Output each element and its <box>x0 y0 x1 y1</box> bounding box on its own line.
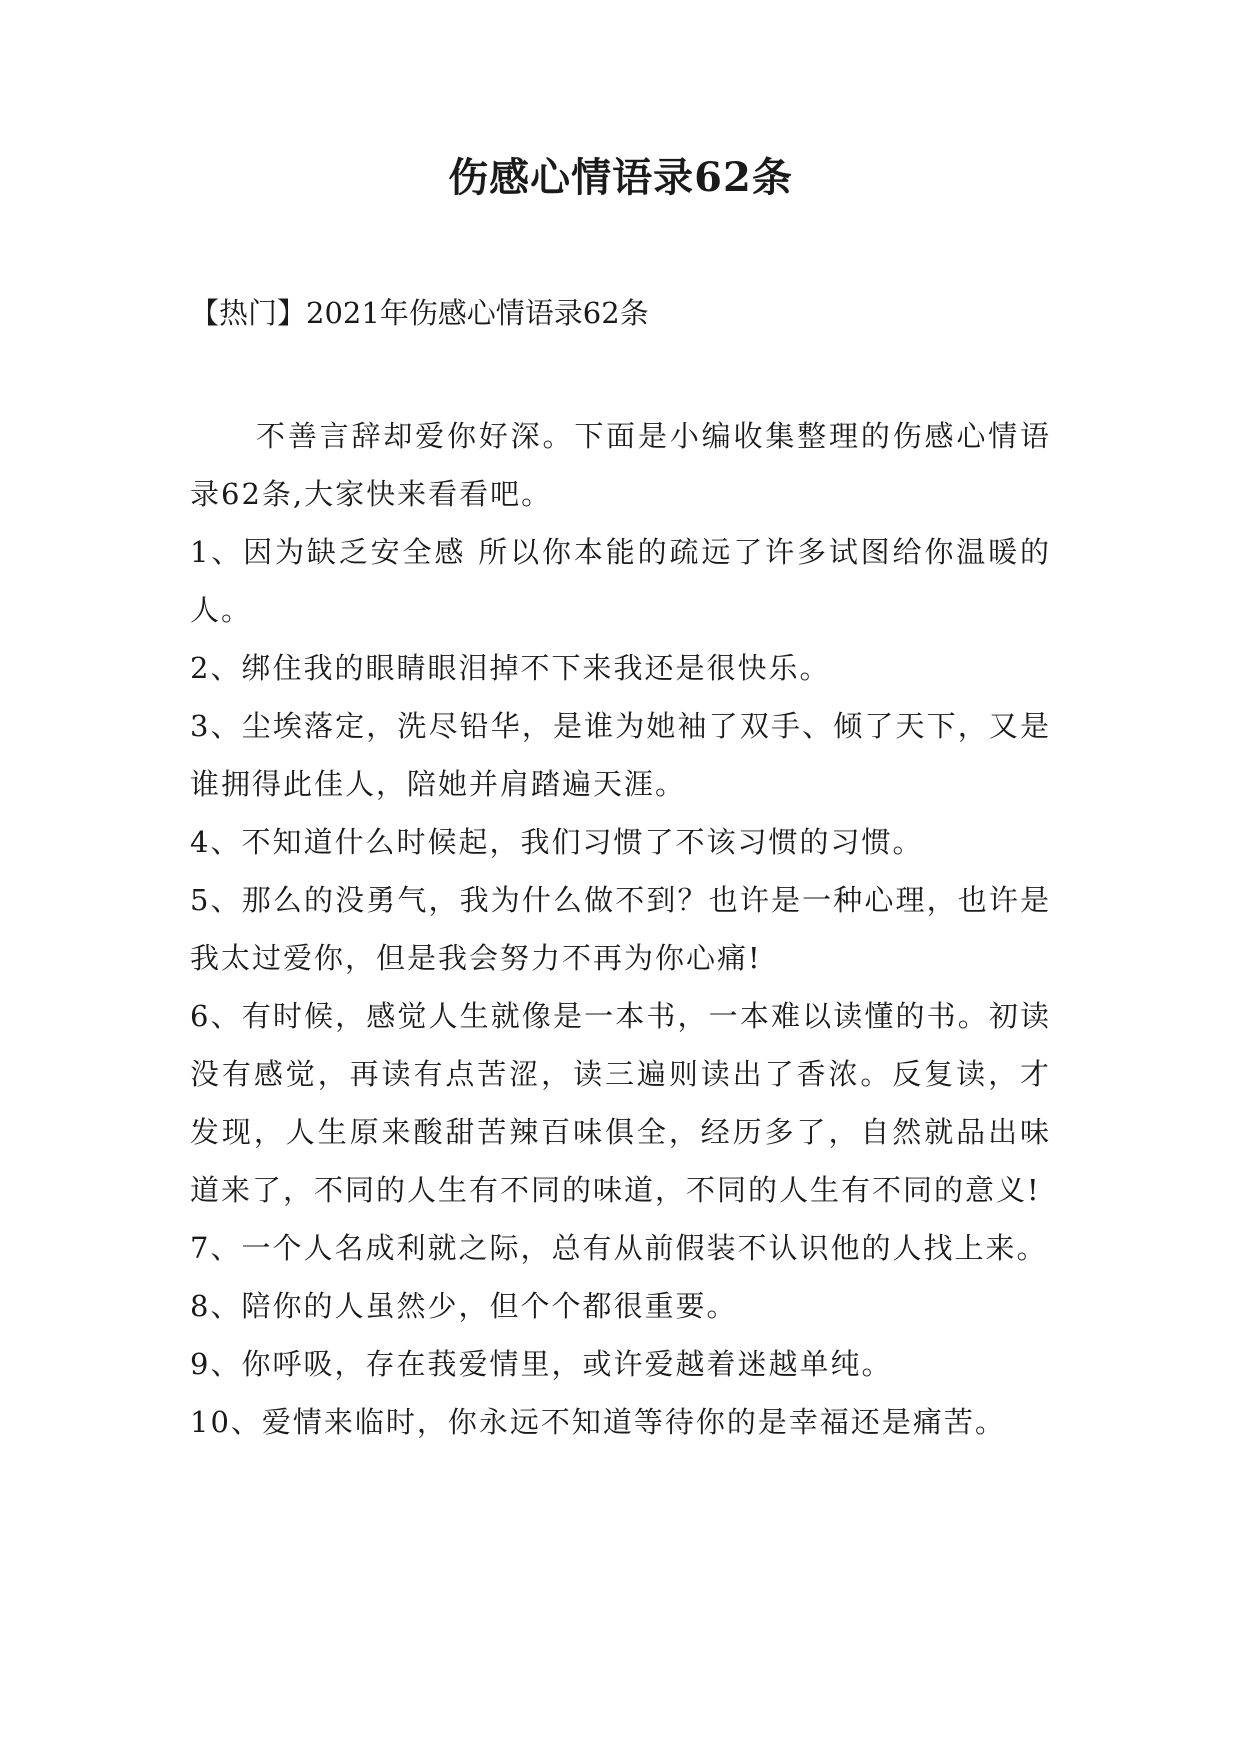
list-item: 4、不知道什么时候起，我们习惯了不该习惯的习惯。 <box>190 825 924 859</box>
list-item: 6、有时候，感觉人生就像是一本书，一本难以读懂的书。初读没有感觉，再读有点苦涩，读三遍则读出了香浓。反复读，才发现，人生原来酸甜苦辣百味俱全，经历多了，自然就品出味道来了，不同的人生有不同的味道，不同的人生有不同的意义! <box>190 999 1051 1207</box>
list-item: 7、一个人名成利就之际，总有从前假装不认识他的人找上来。 <box>190 1231 1048 1265</box>
list-item: 10、爱情来临时，你永远不知道等待你的是幸福还是痛苦。 <box>190 1405 1006 1439</box>
list-item: 5、那么的没勇气，我为什么做不到？也许是一种心理，也许是我太过爱你，但是我会努力不再为你心痛! <box>190 883 1051 975</box>
list-item: 3、尘埃落定，洗尽铅华，是谁为她袖了双手、倾了天下，又是谁拥得此佳人，陪她并肩踏遍天涯。 <box>190 709 1051 801</box>
list-item: 8、陪你的人虽然少，但个个都很重要。 <box>190 1289 738 1323</box>
document-body <box>190 407 1051 1451</box>
intro-paragraph: 不善言辞却爱你好深。下面是小编收集整理的伤感心情语录62条,大家快来看看吧。 <box>190 419 1051 511</box>
list-item: 2、绑住我的眼睛眼泪掉不下来我还是很快乐。 <box>190 651 831 685</box>
document-subtitle: 【热门】2021年伤感心情语录62条 <box>190 296 649 330</box>
document-title: 伤感心情语录62条 <box>448 154 793 201</box>
list-item: 9、你呼吸，存在莪爱情里，或许爱越着迷越单纯。 <box>190 1347 893 1381</box>
list-item: 1、因为缺乏安全感 所以你本能的疏远了许多试图给你温暖的人。 <box>190 535 1051 627</box>
